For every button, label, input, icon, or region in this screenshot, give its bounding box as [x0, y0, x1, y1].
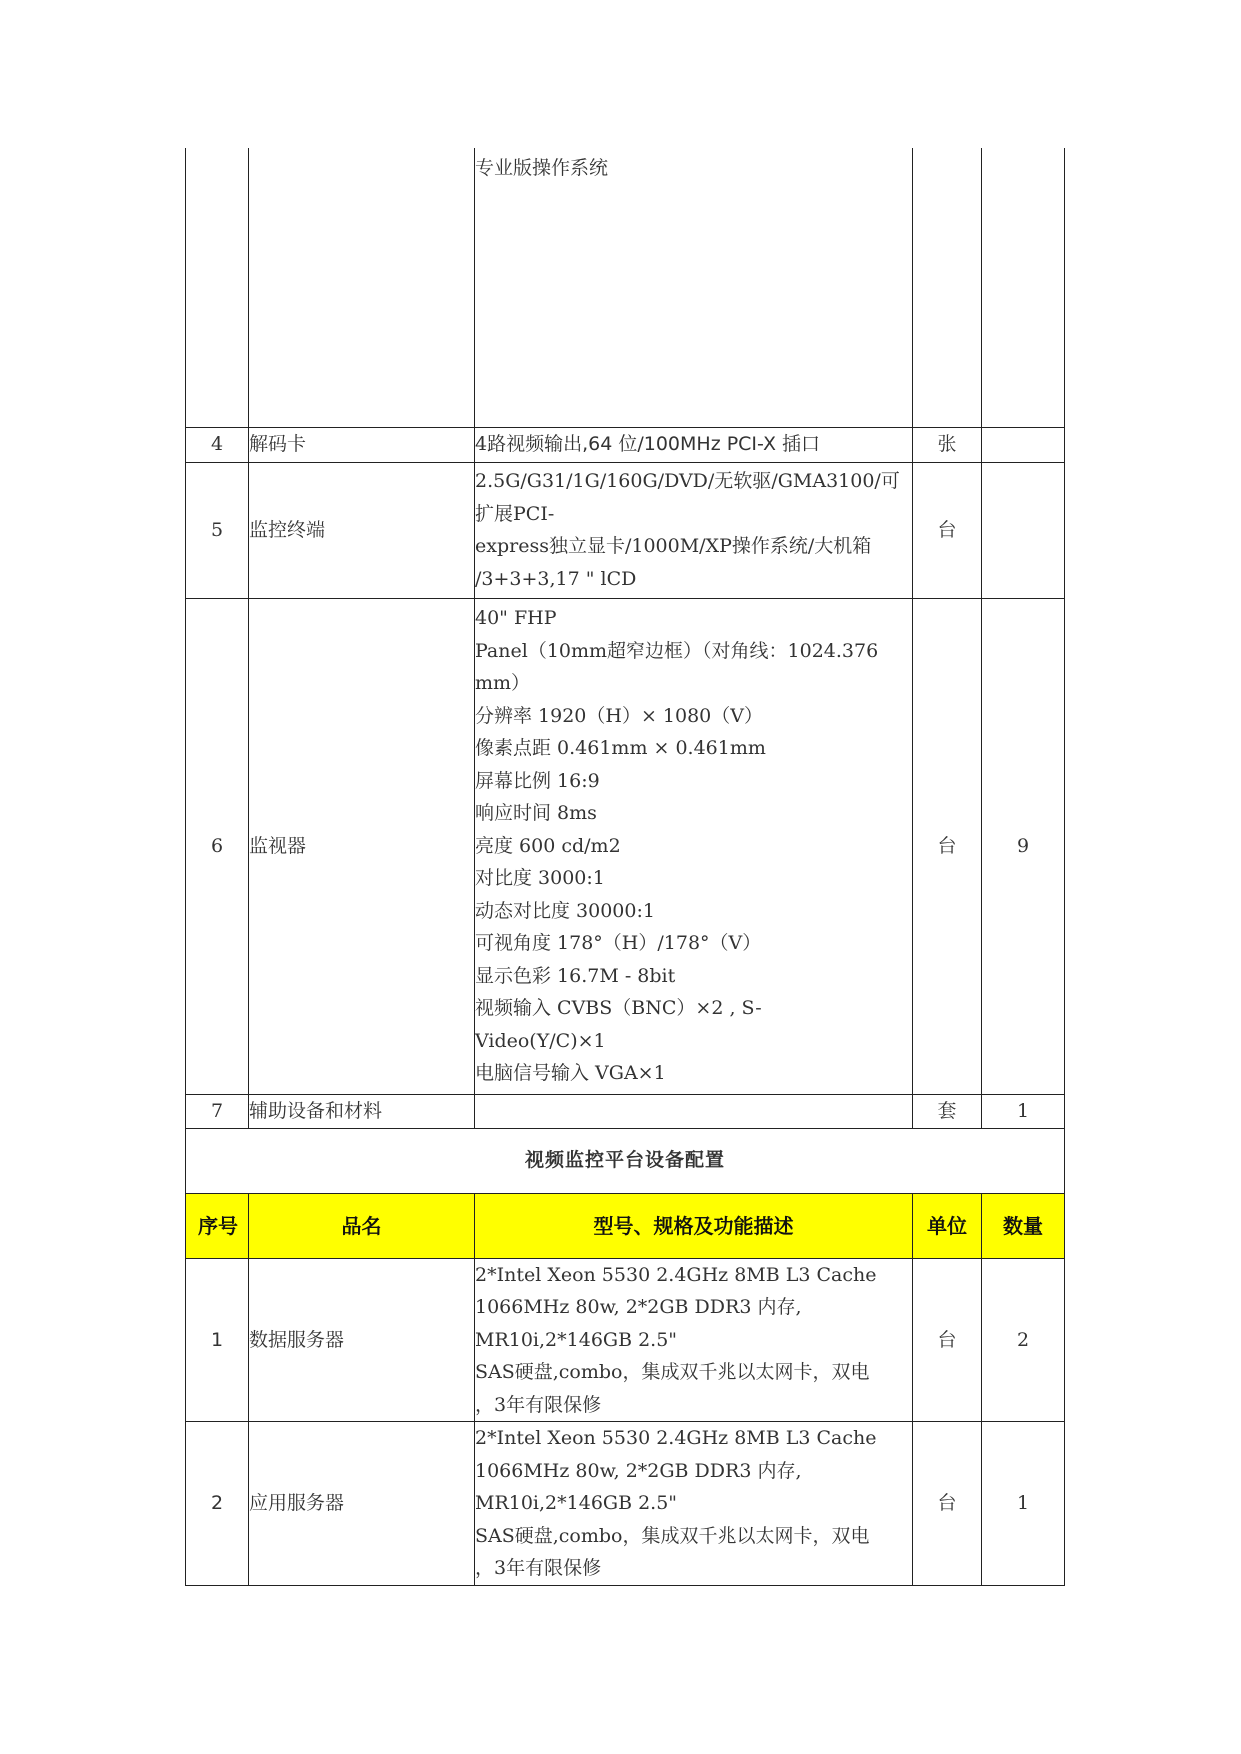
desc-line: Video(Y/C)×1 — [475, 1029, 606, 1052]
table-row-continuation — [186, 148, 1065, 427]
qty-cell — [982, 427, 1065, 462]
qty-cell — [982, 462, 1065, 598]
desc-line: 像素点距 0.461mm × 0.461mm — [475, 737, 766, 760]
desc-line: Panel（10mm超窄边框）（对角线：1024.376 — [475, 639, 879, 662]
desc-line: SAS硬盘,combo，集成双千兆以太网卡，双电 — [475, 1524, 870, 1547]
qty-cell — [982, 148, 1065, 427]
desc-line: 动态对比度 30000:1 — [475, 899, 655, 922]
desc-part: 4路视频输出 — [475, 433, 583, 456]
desc-line: 2.5G/G31/1G/160G/DVD/无软驱/GMA3100/可 — [475, 470, 900, 492]
index-cell: 1 — [186, 1258, 249, 1422]
name-cell: 监视器 — [249, 598, 475, 1094]
header-row — [186, 1193, 1065, 1258]
desc-part: ,64 位/100MHz PCI-X — [582, 433, 776, 456]
name-cell — [249, 148, 475, 427]
desc-line: ，3年有限保修 — [475, 1557, 602, 1579]
desc-line: 扩展PCI- — [475, 502, 555, 525]
header-name: 品名 — [249, 1193, 475, 1258]
desc-line: ，3年有限保修 — [475, 1393, 602, 1416]
qty-cell: 1 — [982, 1094, 1065, 1128]
name-cell: 辅助设备和材料 — [249, 1094, 475, 1128]
index-cell: 5 — [186, 462, 249, 598]
desc-line: 可视角度 178°（H）/178°（V） — [475, 932, 762, 955]
desc-cell — [475, 1422, 913, 1586]
qty-cell: 2 — [982, 1258, 1065, 1422]
desc-line: MR10i,2*146GB 2.5" — [475, 1328, 678, 1351]
header-index: 序号 — [186, 1193, 249, 1258]
name-cell: 数据服务器 — [249, 1258, 475, 1422]
unit-cell: 套 — [913, 1094, 982, 1128]
desc-line: MR10i,2*146GB 2.5" — [475, 1492, 678, 1514]
desc-line: express独立显卡/1000M/XP操作系统/大机箱 — [475, 535, 872, 557]
desc-cell — [475, 1258, 913, 1422]
desc-line: SAS硬盘,combo，集成双千兆以太网卡，双电 — [475, 1361, 870, 1383]
desc-line: 1066MHz 80w, 2*2GB DDR3 内存, — [475, 1459, 802, 1482]
header-unit: 单位 — [913, 1193, 982, 1258]
desc-cell — [475, 1094, 913, 1128]
table-row — [186, 462, 1065, 598]
qty-cell: 9 — [982, 598, 1065, 1094]
desc-line: mm） — [475, 672, 531, 695]
desc-part: 插口 — [775, 433, 821, 456]
qty-cell: 1 — [982, 1422, 1065, 1586]
index-cell: 6 — [186, 598, 249, 1094]
desc-line: 视频输入 CVBS（BNC）×2 , S- — [475, 997, 762, 1020]
index-cell: 7 — [186, 1094, 249, 1128]
desc-cell — [475, 462, 913, 598]
desc-line: 专业版操作系统 — [475, 157, 609, 179]
desc-line: 电脑信号输入 VGA×1 — [475, 1062, 666, 1085]
unit-cell: 台 — [913, 598, 982, 1094]
unit-cell: 张 — [913, 427, 982, 462]
section-title-row — [186, 1128, 1065, 1193]
unit-cell: 台 — [913, 1258, 982, 1422]
name-cell: 监控终端 — [249, 462, 475, 598]
unit-cell: 台 — [913, 462, 982, 598]
table-row — [186, 427, 1065, 462]
table-row — [186, 1258, 1065, 1422]
header-desc: 型号、规格及功能描述 — [475, 1193, 913, 1258]
table-row — [186, 1422, 1065, 1586]
section-title: 视频监控平台设备配置 — [186, 1128, 1065, 1193]
unit-cell: 台 — [913, 1422, 982, 1586]
desc-cell — [475, 427, 913, 462]
name-cell: 解码卡 — [249, 427, 475, 462]
table-row — [186, 598, 1065, 1094]
index-cell: 4 — [186, 427, 249, 462]
desc-line: 2*Intel Xeon 5530 2.4GHz 8MB L3 Cache — [475, 1263, 877, 1286]
desc-line: 亮度 600 cd/m2 — [475, 834, 621, 857]
desc-line: 对比度 3000:1 — [475, 867, 605, 890]
equipment-table — [185, 148, 1065, 1586]
header-qty: 数量 — [982, 1193, 1065, 1258]
desc-line: 分辨率 1920（H）× 1080（V） — [475, 704, 763, 727]
index-cell: 2 — [186, 1422, 249, 1586]
unit-cell — [913, 148, 982, 427]
index-cell — [186, 148, 249, 427]
desc-line: /3+3+3,17 " lCD — [475, 567, 637, 590]
desc-line: 1066MHz 80w, 2*2GB DDR3 内存, — [475, 1296, 802, 1318]
desc-line: 2*Intel Xeon 5530 2.4GHz 8MB L3 Cache — [475, 1427, 877, 1449]
desc-cell — [475, 148, 913, 427]
desc-line: 响应时间 8ms — [475, 802, 597, 825]
desc-cell — [475, 598, 913, 1094]
desc-line: 40" FHP — [475, 607, 557, 630]
desc-line: 屏幕比例 16:9 — [475, 769, 600, 792]
desc-line: 显示色彩 16.7M - 8bit — [475, 964, 676, 987]
table-row — [186, 1094, 1065, 1128]
name-cell: 应用服务器 — [249, 1422, 475, 1586]
